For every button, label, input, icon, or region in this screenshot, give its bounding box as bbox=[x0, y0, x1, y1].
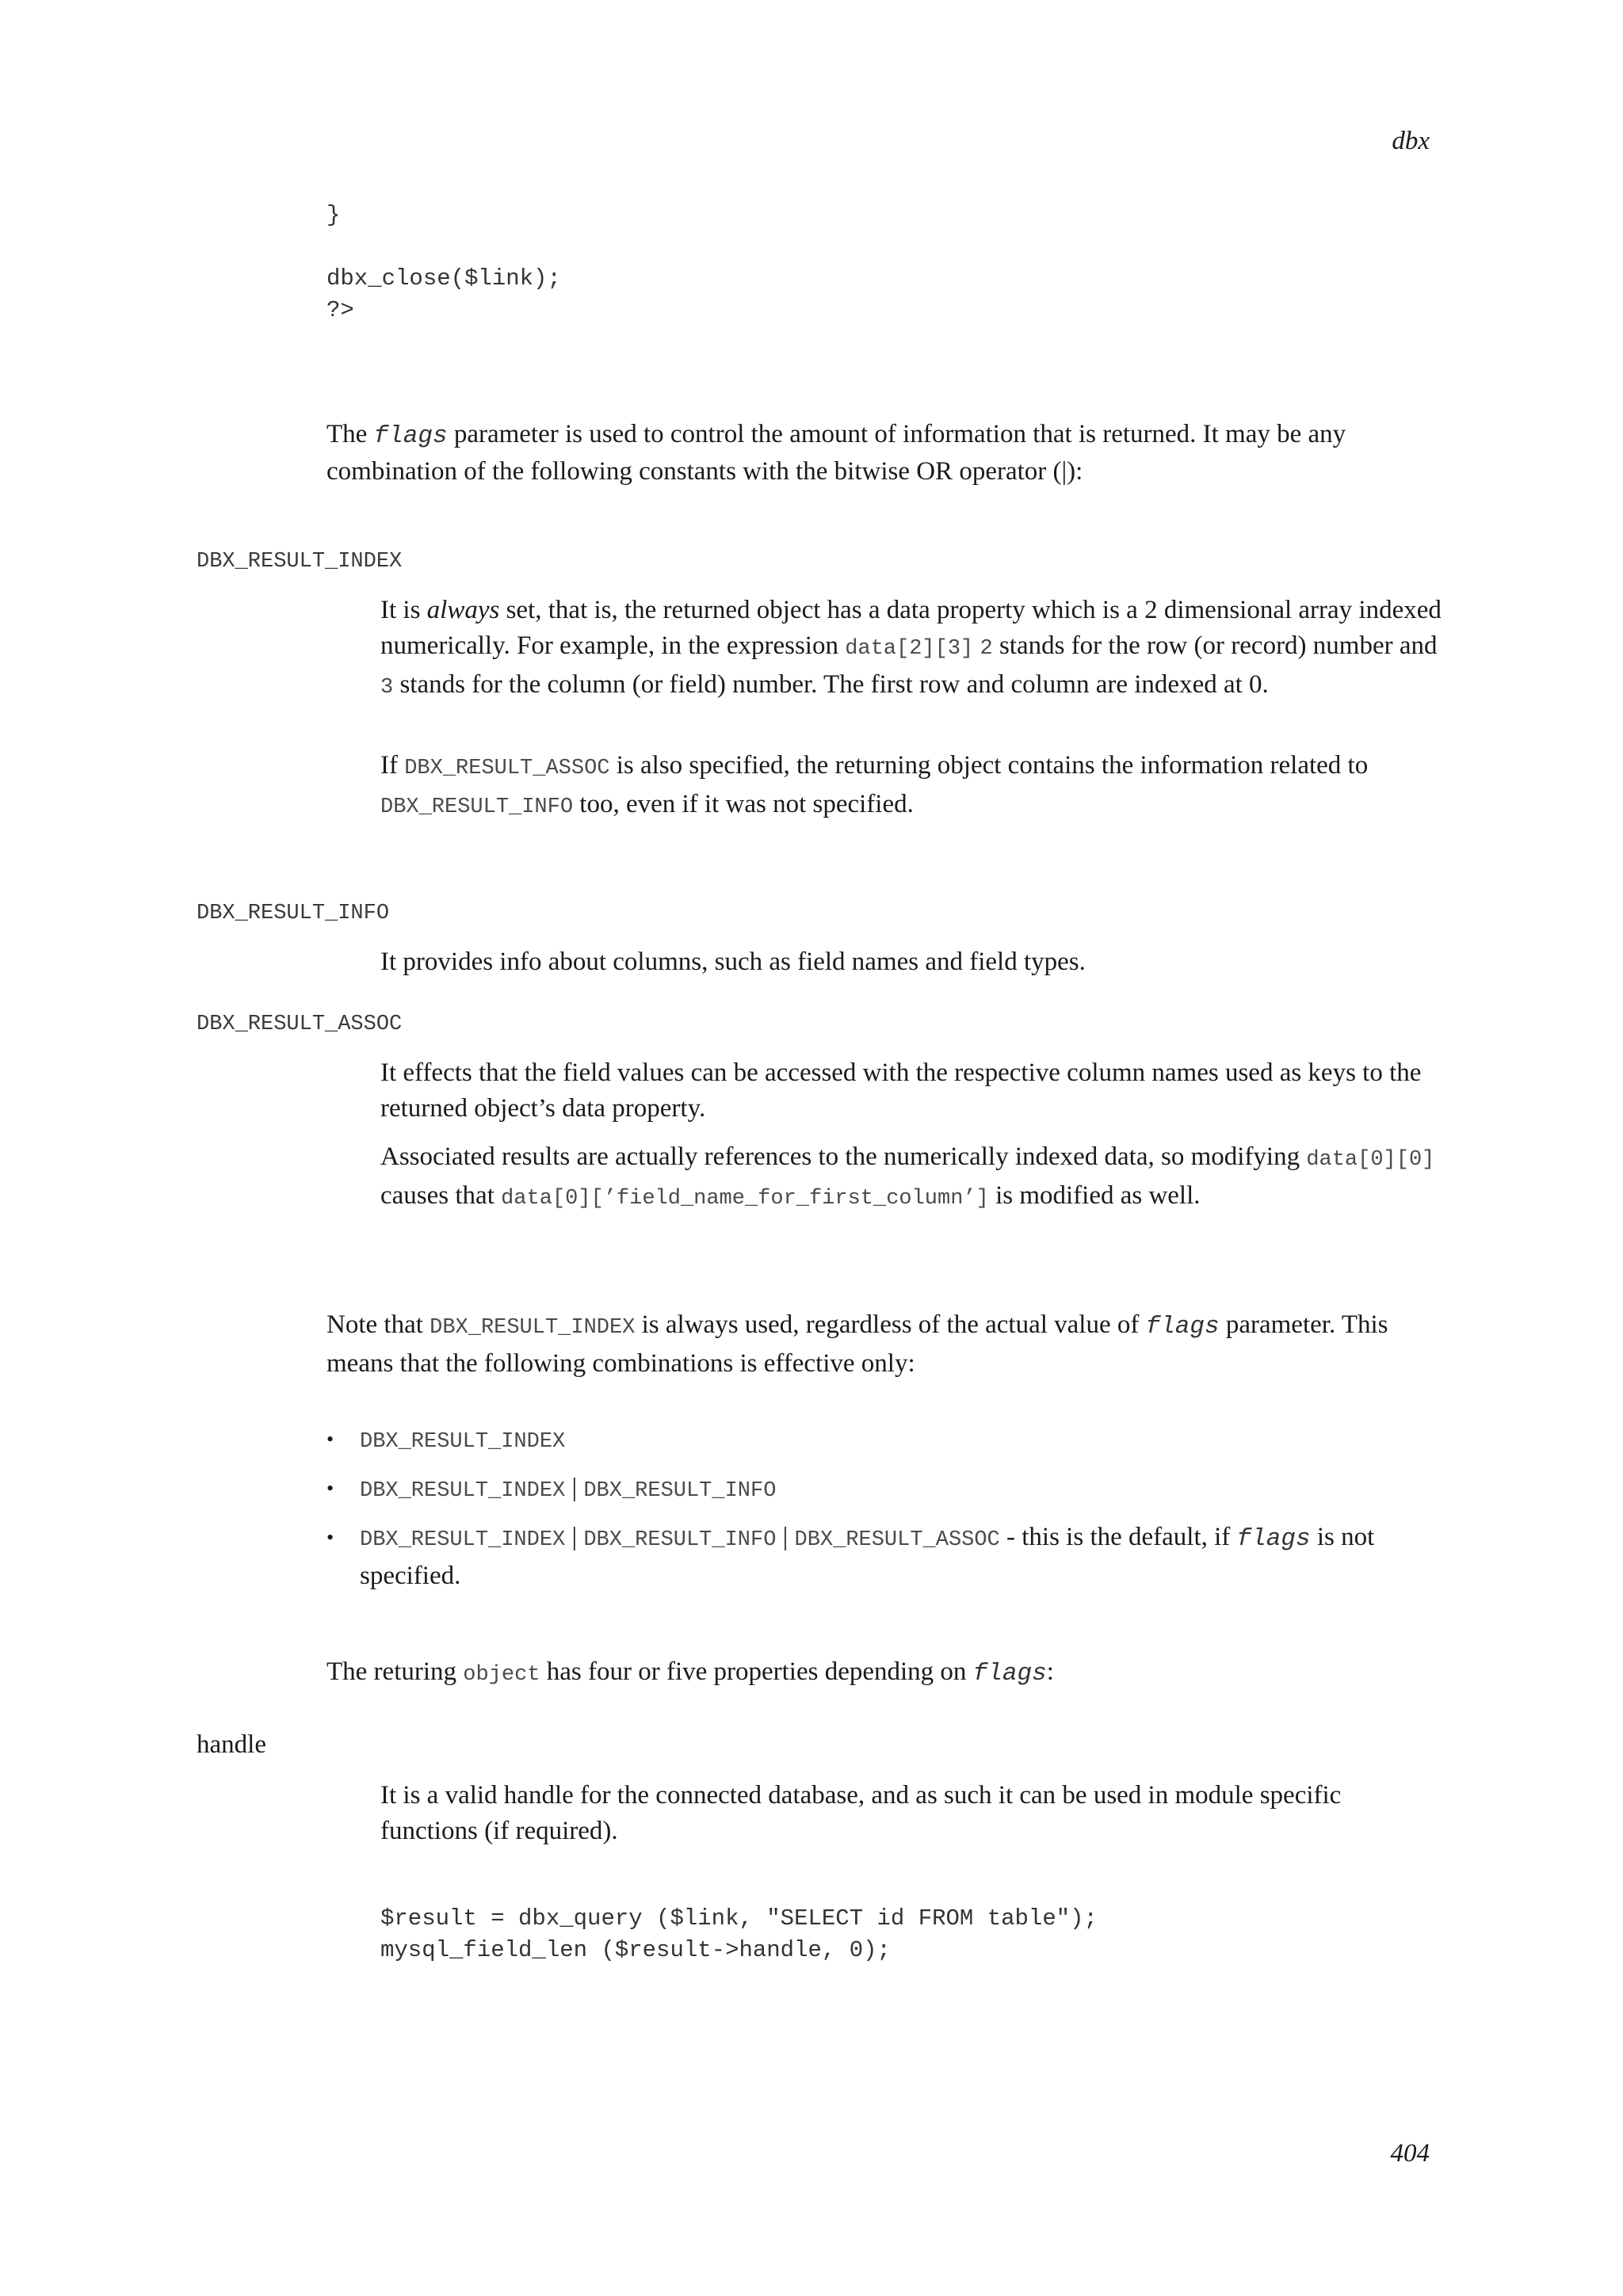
page-number: 404 bbox=[1390, 2139, 1430, 2168]
term-dbx-result-assoc: DBX_RESULT_ASSOC bbox=[197, 1013, 403, 1036]
separator: | bbox=[776, 1523, 795, 1551]
inline-code: DBX_RESULT_INDEX bbox=[360, 1430, 566, 1454]
text: causes that bbox=[380, 1181, 502, 1210]
text: parameter is used to control the amount of information that is returned. It may be any combination of the following constants with the bitwise OR operator (|): bbox=[327, 420, 1346, 486]
inline-code: data[2][3] bbox=[845, 637, 974, 661]
separator: | bbox=[565, 1523, 584, 1551]
text: parameter. This means that the following combinations is effective only: bbox=[327, 1310, 1388, 1378]
flags-param: flags bbox=[1145, 1313, 1220, 1341]
separator: | bbox=[565, 1474, 584, 1502]
flags-param: flags bbox=[373, 422, 448, 450]
result-index-note bbox=[380, 748, 1442, 826]
combination-item bbox=[327, 1421, 1436, 1460]
running-header-title: dbx bbox=[1392, 127, 1430, 155]
term-dbx-result-info: DBX_RESULT_INFO bbox=[197, 902, 390, 925]
code-block-handle-example: $result = dbx_query ($link, "SELECT id FROM table"); mysql_field_len ($result->handle, 0); bbox=[380, 1905, 1098, 1963]
inline-code: 2 bbox=[980, 637, 993, 661]
text: set, that is, the returned object has a data property which is a 2 dimensional array indexed numerically. For example, in the expression bbox=[380, 596, 1442, 660]
bullet-icon: • bbox=[327, 1526, 334, 1549]
flags-intro-paragraph bbox=[327, 417, 1436, 490]
text: Associated results are actually references to the numerically indexed data, so modifying bbox=[380, 1142, 1307, 1171]
inline-code: data[0][’field_name_for_first_column’] bbox=[501, 1187, 989, 1211]
term-handle: handle bbox=[197, 1730, 266, 1759]
text: If bbox=[380, 751, 405, 780]
text: is modified as well. bbox=[988, 1181, 1201, 1210]
inline-code: DBX_RESULT_ASSOC bbox=[794, 1528, 1000, 1552]
code-block-close: } dbx_close($link); ?> bbox=[327, 202, 561, 323]
text: is also specified, the returning object contains the information related to bbox=[609, 751, 1369, 780]
inline-code: DBX_RESULT_INDEX bbox=[360, 1479, 566, 1503]
combination-item bbox=[327, 1520, 1436, 1594]
flags-param: flags bbox=[972, 1660, 1047, 1688]
inline-code: DBX_RESULT_INFO bbox=[380, 795, 574, 819]
text: is always used, regardless of the actual value of bbox=[635, 1310, 1146, 1339]
bullet-icon: • bbox=[327, 1477, 334, 1500]
handle-description: It is a valid handle for the connected database, and as such it can be used in module specific functions (if required). bbox=[380, 1781, 1342, 1845]
inline-code: DBX_RESULT_INFO bbox=[583, 1528, 777, 1552]
text: The bbox=[327, 420, 374, 448]
inline-code: data[0][0] bbox=[1306, 1148, 1435, 1172]
text: has four or five properties depending on bbox=[540, 1657, 973, 1686]
bullet-icon: • bbox=[327, 1428, 334, 1451]
inline-code: DBX_RESULT_INFO bbox=[583, 1479, 777, 1503]
result-info-description: It provides info about columns, such as field names and field types. bbox=[380, 948, 1086, 976]
inline-code: object bbox=[463, 1663, 540, 1687]
text: : bbox=[1046, 1657, 1054, 1686]
text: too, even if it was not specified. bbox=[573, 790, 914, 818]
result-index-description bbox=[380, 593, 1442, 706]
inline-code: DBX_RESULT_ASSOC bbox=[404, 757, 610, 780]
inline-code: 3 bbox=[380, 676, 394, 700]
term-dbx-result-index: DBX_RESULT_INDEX bbox=[197, 550, 403, 574]
index-always-used-note bbox=[327, 1307, 1436, 1382]
combination-item bbox=[327, 1470, 1436, 1509]
returning-object-paragraph bbox=[327, 1654, 1436, 1693]
text: is not specified. bbox=[360, 1523, 1375, 1590]
inline-code: DBX_RESULT_INDEX bbox=[430, 1316, 636, 1340]
inline-code: DBX_RESULT_INDEX bbox=[360, 1528, 566, 1552]
result-assoc-description: It effects that the field values can be accessed with the respective column names used as keys to the returned object’s data property. bbox=[380, 1058, 1422, 1123]
emphasis: always bbox=[426, 596, 500, 624]
text: stands for the row (or record) number and bbox=[992, 631, 1438, 660]
text: It is bbox=[380, 596, 427, 624]
text: - this is the default, if bbox=[999, 1523, 1237, 1551]
text: stands for the column (or field) number. The first row and column are indexed at 0. bbox=[393, 670, 1269, 699]
text: Note that bbox=[327, 1310, 430, 1339]
text: The returing bbox=[327, 1657, 464, 1686]
result-assoc-note bbox=[380, 1139, 1442, 1217]
flags-param: flags bbox=[1236, 1525, 1311, 1553]
